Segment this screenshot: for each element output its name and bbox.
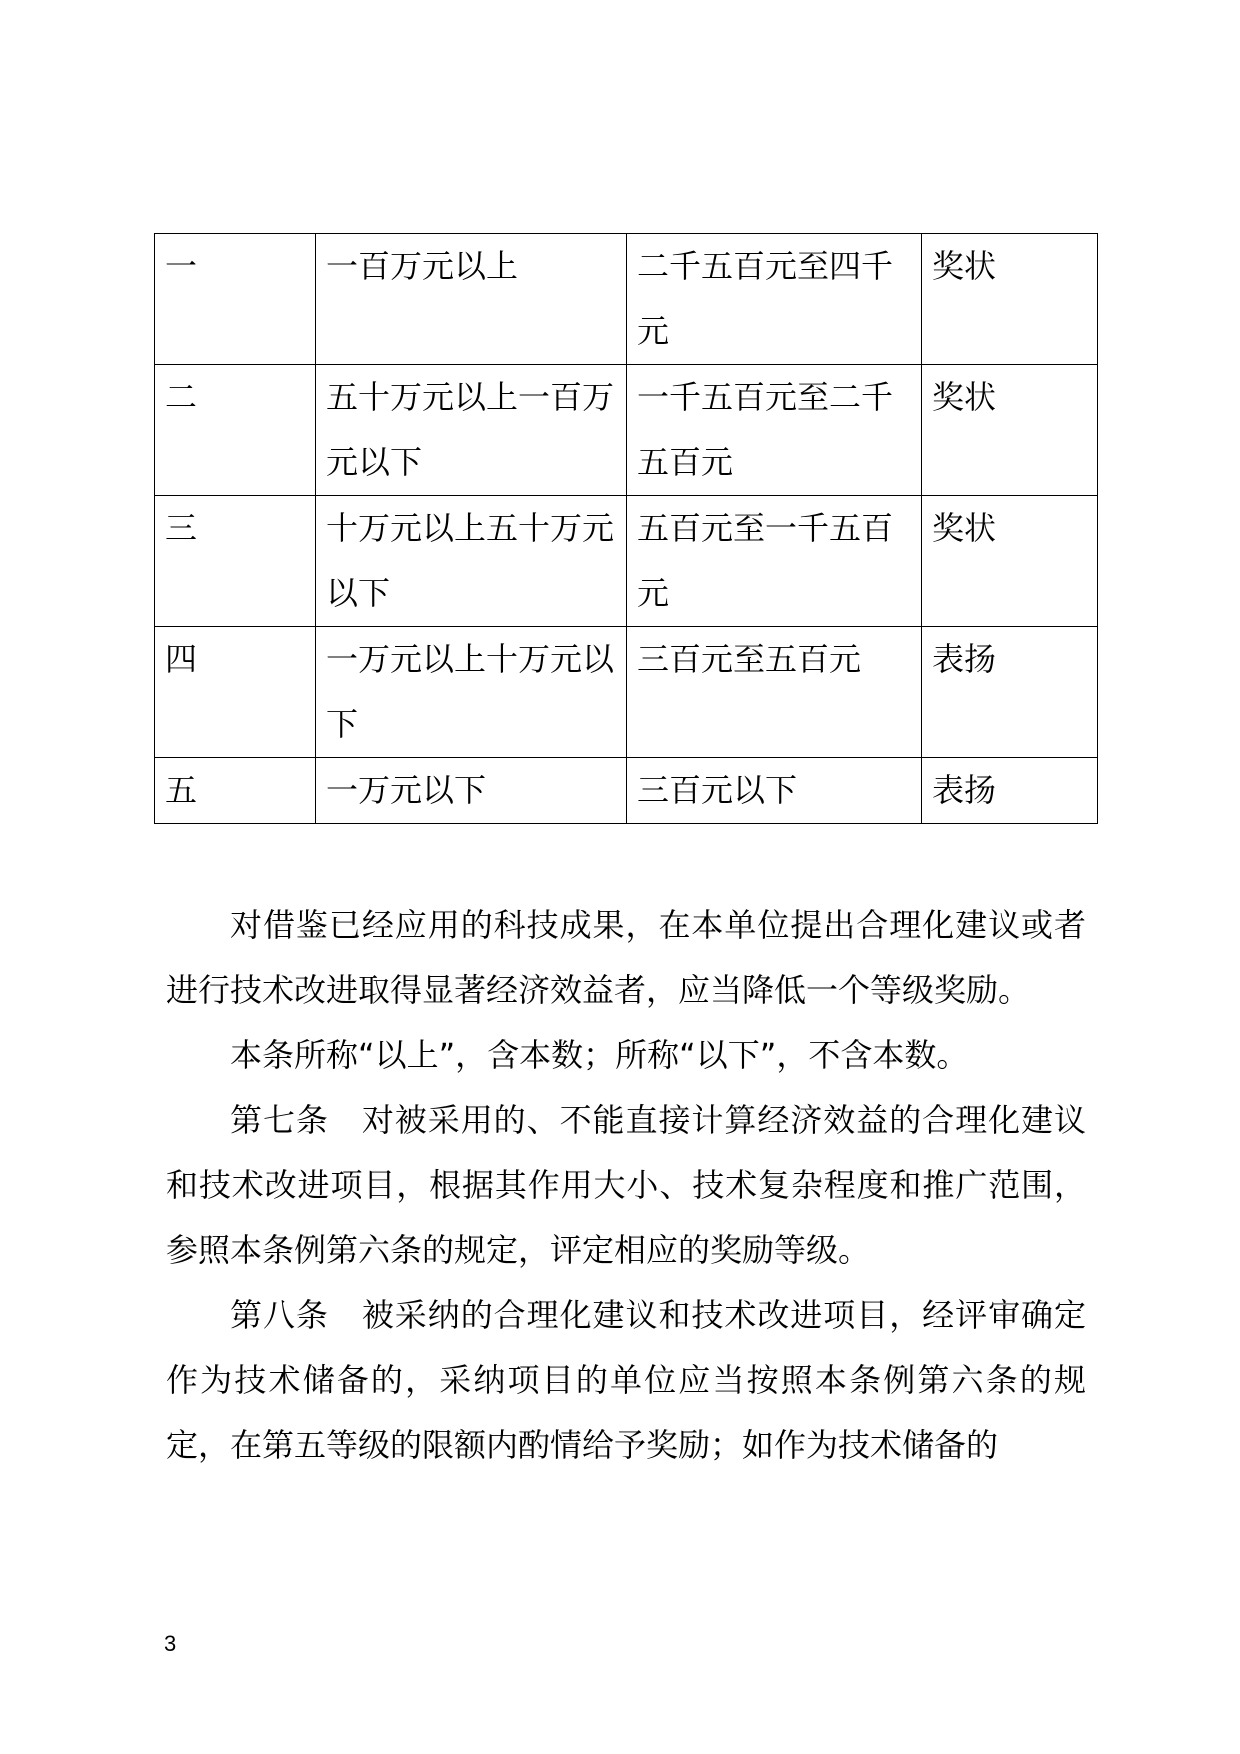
benefit-range-cell: 十万元以上五十万元以下 bbox=[316, 496, 627, 627]
award-table bbox=[154, 233, 1098, 824]
page-number: 3 bbox=[164, 1631, 177, 1656]
table-row bbox=[155, 234, 1098, 365]
benefit-range-cell: 一万元以下 bbox=[316, 758, 627, 824]
paragraph-article-8: 第八条 被采纳的合理化建议和技术改进项目，经评审确定作为技术储备的，采纳项目的单位应当按照本条例第六条的规定，在第五等级的限额内酌情给予奖励；如作为技术储备的 bbox=[166, 1296, 1086, 1464]
paragraph-reduced-grade: 对借鉴已经应用的科技成果，在本单位提出合理化建议或者进行技术改进取得显著经济效益者，应当降低一个等级奖励。 bbox=[166, 906, 1086, 1009]
honor-cell: 表扬 bbox=[922, 758, 1098, 824]
bonus-amount-cell: 一千五百元至二千五百元 bbox=[627, 365, 922, 496]
bonus-amount-cell: 三百元至五百元 bbox=[627, 627, 922, 758]
grade-cell: 三 bbox=[155, 496, 316, 627]
honor-cell: 奖状 bbox=[922, 365, 1098, 496]
grade-cell: 二 bbox=[155, 365, 316, 496]
honor-cell: 奖状 bbox=[922, 496, 1098, 627]
benefit-range-cell: 一万元以上十万元以下 bbox=[316, 627, 627, 758]
bonus-amount-cell: 三百元以下 bbox=[627, 758, 922, 824]
grade-cell: 四 bbox=[155, 627, 316, 758]
table-row bbox=[155, 758, 1098, 824]
honor-cell: 表扬 bbox=[922, 627, 1098, 758]
body-text bbox=[166, 893, 1086, 1478]
bonus-amount-cell: 五百元至一千五百元 bbox=[627, 496, 922, 627]
benefit-range-cell: 五十万元以上一百万元以下 bbox=[316, 365, 627, 496]
table-row bbox=[155, 496, 1098, 627]
table-row bbox=[155, 365, 1098, 496]
bonus-amount-cell: 二千五百元至四千元 bbox=[627, 234, 922, 365]
paragraph-article-7: 第七条 对被采用的、不能直接计算经济效益的合理化建议和技术改进项目，根据其作用大小、技术复杂程度和推广范围，参照本条例第六条的规定，评定相应的奖励等级。 bbox=[166, 1101, 1086, 1269]
benefit-range-cell: 一百万元以上 bbox=[316, 234, 627, 365]
table-row bbox=[155, 627, 1098, 758]
grade-cell: 一 bbox=[155, 234, 316, 365]
grade-cell: 五 bbox=[155, 758, 316, 824]
paragraph-definition: 本条所称“以上”，含本数；所称“以下”，不含本数。 bbox=[230, 1036, 969, 1074]
honor-cell: 奖状 bbox=[922, 234, 1098, 365]
